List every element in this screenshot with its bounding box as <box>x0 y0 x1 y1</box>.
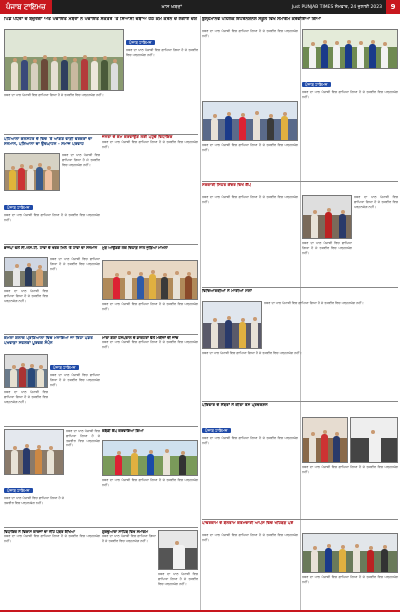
article-body: ਖ਼ਬਰ ਦਾ ਪਾਠ ਪੰਜਾਬੀ ਵਿਚ ਛਾਪਿਆ ਗਿਆ ਹੈ ਜੋ ਤਸਵੀਰ ਵਿਚ ਪੜ੍ਹਨਯੋਗ ਨਹੀਂ। <box>302 241 352 255</box>
article-text <box>102 530 156 608</box>
news-photo-school-event <box>202 101 298 141</box>
headline-a12: ਸਰਕਾਰੀ ਸਿਹਤ ਕੇਂਦਰ ਵਿਖੇ ਕੈਂਪ <box>202 183 251 187</box>
date-line: Just PUNJAB TIMES ਸੋਮਵਾਰ, 24 ਜੁਲਾਈ 2023 <box>291 5 382 10</box>
article-text <box>264 301 398 349</box>
headline-a14: ਪਰਿਵਾਰ ਦੇ ਮੈਂਬਰਾਂ ਨੇ ਕੀਤਾ ਰੋਸ ਪ੍ਰਦਰਸ਼ਨ <box>202 403 268 407</box>
article-text <box>4 477 64 525</box>
headline-a7: ਬੁਲ੍ਹਮਾਨਵ ਪਹਿਲਕ ਇੰਟਰਨੈਸ਼ਨਲ ਸਕੂਲ ਵਿਖੇ ਸਮਾਗਮ ਕਰਵਾਇਆ ਗਿਆ <box>202 17 321 22</box>
article-text <box>50 257 100 331</box>
section-divider <box>4 244 198 245</box>
article-body: ਖ਼ਬਰ ਦਾ ਪਾਠ ਪੰਜਾਬੀ ਵਿਚ ਛਾਪਿਆ ਗਿਆ ਹੈ ਜੋ ਤਸਵੀਰ ਵਿਚ ਪੜ੍ਹਨਯੋਗ ਨਹੀਂ। <box>202 351 302 355</box>
brand-tag: ਪੰਜਾਬ ਟਾਇਮਜ਼ <box>4 488 33 493</box>
article-body: ਖ਼ਬਰ ਦਾ ਪਾਠ ਪੰਜਾਬੀ ਵਿਚ ਛਾਪਿਆ ਗਿਆ ਹੈ ਜੋ ਤਸਵੀਰ ਵਿਚ ਪੜ੍ਹਨਯੋਗ ਨਹੀਂ। <box>126 48 198 57</box>
article-text <box>202 29 298 99</box>
article-text <box>202 195 298 285</box>
headline-a6: ਕਮਲਾ ਗਲਾਕ ਪ੍ਰਣਿਆਲਾ ਵਿਚ ਮਨਾਇਆ ਜਾ ਰਿਹਾ ਪੰਡਤ ਪਖਵਾੜਾ ਸਫਲਤਾ ਪੂਰਵਕ ਸੰਪੰਨ <box>4 336 93 345</box>
news-photo-students <box>302 29 398 69</box>
article-text <box>102 478 198 525</box>
headline-a1: ਪਿੰਡ ਪੱਧਰਾਂ ਦੇ ਬਜ਼ੁਰਗਾਂ ਅਤੇ ਪੰਚਾਇਤ ਮੈਂਬਰਾਂ ਨੇ ਪੰਚਾਇਤ ਸਕੱਤਰ 'ਤੇ ਸਿਆਸੀ ਦਬਾਅ ਹੇਠ ਕੰਮ ਕਰਨ ਦੇ ਲਗਾਏ ਦੋਸ਼ <box>4 17 198 22</box>
article-text <box>302 241 352 285</box>
article-body: ਖ਼ਬਰ ਦਾ ਪਾਠ ਪੰਜਾਬੀ ਵਿਚ ਛਾਪਿਆ ਗਿਆ ਹੈ ਜੋ ਤਸਵੀਰ ਵਿਚ ਪੜ੍ਹਨਯੋਗ ਨਹੀਂ। <box>4 213 100 222</box>
news-photo-portrait <box>350 417 398 463</box>
article-text <box>202 143 298 179</box>
article-body: ਖ਼ਬਰ ਦਾ ਪਾਠ ਪੰਜਾਬੀ ਵਿਚ ਛਾਪਿਆ ਗਿਆ ਹੈ ਜੋ ਤਸਵੀਰ ਵਿਚ ਪੜ੍ਹਨਯੋਗ ਨਹੀਂ। <box>302 90 398 99</box>
brand-tag: ਪੰਜਾਬ ਟਾਇਮਜ਼ <box>126 40 155 45</box>
brand-logo: ਪੰਜਾਬ ਟਾਇਮਜ਼ <box>0 0 52 14</box>
headline-a2: ਪਟਿਆਲਾ ਕਲਸਟਰ ਦੇ ਵਿਚ 'ਤੇ ਆਂਗਣ ਵਾੜੀ ਵਰਕਰਾਂ ਦਾ ਸਨਮਾਨ, ਪਸ਼ਿਆਨਾ ਦਾ ਉਦਘਾਟਨ - ਸਮਾਜ ਪਰਵਾਹ <box>4 137 93 146</box>
article-body: ਖ਼ਬਰ ਦਾ ਪਾਠ ਪੰਜਾਬੀ ਵਿਚ ਛਾਪਿਆ ਗਿਆ ਹੈ ਜੋ ਤਸਵੀਰ ਵਿਚ ਪੜ੍ਹਨਯੋਗ ਨਹੀਂ। <box>66 429 100 448</box>
article-body: ਖ਼ਬਰ ਦਾ ਪਾਠ ਪੰਜਾਬੀ ਵਿਚ ਛਾਪਿਆ ਗਿਆ ਹੈ ਜੋ ਤਸਵੀਰ ਵਿਚ ਪੜ੍ਹਨਯੋਗ ਨਹੀਂ। <box>102 139 198 149</box>
article-body: ਖ਼ਬਰ ਦਾ ਪਾਠ ਪੰਜਾਬੀ ਵਿਚ ਛਾਪਿਆ ਗਿਆ ਹੈ ਜੋ ਤਸਵੀਰ ਵਿਚ ਪੜ੍ਹਨਯੋਗ ਨਹੀਂ। <box>202 29 298 38</box>
headline-a5: ਮੁੜ ਆਉਣਗੇ ਲੋਕ ਦਿਹਾੜ ਨਾਲ ਜੁੜਿਆ ਮਾਮਲਾ <box>102 246 168 250</box>
headline-a3: ਜਨਤਾ ਦੇ ਕੰਮ ਕਰਵਾਉਣ ਲਈ ਪਹੁੰਚੇ ਵਿਧਾਇਕ <box>102 135 173 139</box>
headline-a4: ਭਾਜਪਾ ਵਲੋਂ ਸੀ.ਐਸ.ਟੀ. ਟਾਵਾ ਦੇ ਖੇਤਰ ਮਿਲੇ 'ਤੇ ਟਾਵਾ ਦਾ ਸਨਮਾਨ <box>4 246 97 250</box>
article-body: ਖ਼ਬਰ ਦਾ ਪਾਠ ਪੰਜਾਬੀ ਵਿਚ ਛਾਪਿਆ ਗਿਆ ਹੈ ਜੋ ਤਸਵੀਰ ਵਿਚ ਪੜ੍ਹਨਯੋਗ ਨਹੀਂ। <box>4 534 100 544</box>
article-body: ਖ਼ਬਰ ਦਾ ਪਾਠ ਪੰਜਾਬੀ ਵਿਚ ਛਾਪਿਆ ਗਿਆ ਹੈ ਜੋ ਤਸਵੀਰ ਵਿਚ ਪੜ੍ਹਨਯੋਗ ਨਹੀਂ। <box>62 153 100 167</box>
article-body: ਖ਼ਬਰ ਦਾ ਪਾਠ ਪੰਜਾਬੀ ਵਿਚ ਛਾਪਿਆ ਗਿਆ ਹੈ ਜੋ ਤਸਵੀਰ ਵਿਚ ਪੜ੍ਹਨਯੋਗ ਨਹੀਂ। <box>50 257 100 271</box>
masthead <box>0 0 400 14</box>
news-photo-event <box>102 260 198 300</box>
article-text <box>202 533 298 608</box>
article-text <box>102 302 198 332</box>
article-text <box>4 194 100 242</box>
headline-a10: ਵਿਧਾਇਕ ਨੇ ਵਿਕਾਸ ਕਾਰਜਾਂ ਦਾ ਨੀਂਹ ਪੱਥਰ ਰੱਖਿਆ <box>4 530 75 534</box>
page-number: 9 <box>386 0 400 14</box>
newspaper-page <box>2 16 398 610</box>
article-text <box>202 417 298 517</box>
article-text <box>302 465 398 517</box>
article-text <box>4 530 100 608</box>
article-body: ਖ਼ਬਰ ਦਾ ਪਾਠ ਪੰਜਾਬੀ ਵਿਚ ਛਾਪਿਆ ਗਿਆ ਹੈ ਜੋ ਤਸਵੀਰ ਵਿਚ ਪੜ੍ਹਨਯੋਗ ਨਹੀਂ। <box>102 478 198 487</box>
section-divider <box>4 334 198 335</box>
brand-tag: ਪੰਜਾਬ ਟਾਇਮਜ਼ <box>202 428 231 433</box>
article-body: ਖ਼ਬਰ ਦਾ ਪਾਠ ਪੰਜਾਬੀ ਵਿਚ ਛਾਪਿਆ ਗਿਆ ਹੈ ਜੋ ਤਸਵੀਰ ਵਿਚ ਪੜ੍ਹਨਯੋਗ ਨਹੀਂ। <box>202 533 298 542</box>
column-divider <box>200 16 201 610</box>
article-body: ਖ਼ਬਰ ਦਾ ਪਾਠ ਪੰਜਾਬੀ ਵਿਚ ਛਾਪਿਆ ਗਿਆ ਹੈ ਜੋ ਤਸਵੀਰ ਵਿਚ ਪੜ੍ਹਨਯੋਗ ਨਹੀਂ। <box>4 93 104 97</box>
article-body: ਖ਼ਬਰ ਦਾ ਪਾਠ ਪੰਜਾਬੀ ਵਿਚ ਛਾਪਿਆ ਗਿਆ ਹੈ ਜੋ ਤਸਵੀਰ ਵਿਚ ਪੜ੍ਹਨਯੋਗ ਨਹੀਂ। <box>302 465 398 474</box>
article-body: ਖ਼ਬਰ ਦਾ ਪਾਠ ਪੰਜਾਬੀ ਵਿਚ ਛਾਪਿਆ ਗਿਆ ਹੈ ਜੋ ਤਸਵੀਰ ਵਿਚ ਪੜ੍ਹਨਯੋਗ ਨਹੀਂ। <box>102 340 198 350</box>
news-photo-protest <box>302 417 348 463</box>
news-photo-school <box>4 354 48 388</box>
news-photo-group <box>4 29 124 91</box>
article-body: ਖ਼ਬਰ ਦਾ ਪਾਠ ਪੰਜਾਬੀ ਵਿਚ ਛਾਪਿਆ ਗਿਆ ਹੈ ਜੋ ਤਸਵੀਰ ਵਿਚ ਪੜ੍ਹਨਯੋਗ ਨਹੀਂ। <box>202 436 298 445</box>
news-photo <box>4 429 64 475</box>
article-text <box>66 429 100 525</box>
brand-tag: ਪੰਜਾਬ ਟਾਇਮਜ਼ <box>50 365 79 370</box>
news-photo <box>4 257 48 287</box>
article-text <box>62 153 100 191</box>
section-divider <box>202 287 398 288</box>
headline-a9: ਕਬੱਡੀ ਕੱਪ ਕਰਵਾਇਆ ਗਿਆ <box>102 429 144 433</box>
brand-tag: ਪੰਜਾਬ ਟਾਇਮਜ਼ <box>4 205 33 210</box>
article-text <box>354 195 398 285</box>
article-text <box>102 246 198 258</box>
article-text <box>102 336 198 424</box>
news-photo <box>302 195 352 239</box>
article-text <box>202 351 398 399</box>
headline-a15: ਪਾਵਰਕਾਮ ਦੇ ਬੇਲਤਾਮ ਕਰਮਚਾਰੀ ਆਪਸ ਵਿਚ ਖਹਿਬੜ ਪਏ <box>202 521 294 525</box>
article-body: ਖ਼ਬਰ ਦਾ ਪਾਠ ਪੰਜਾਬੀ ਵਿਚ ਛਾਪਿਆ ਗਿਆ ਹੈ ਜੋ ਤਸਵੀਰ ਵਿਚ ਪੜ੍ਹਨਯੋਗ ਨਹੀਂ। <box>158 572 198 586</box>
headline-a8: ਮਾਤਾ ਗੰਗਾ ਹਸਪਤਾਲ ਦੇ ਡਾਕਟਰਾਂ ਵੱਲੋਂ ਮਰੀਜ਼ਾਂ ਦੀ ਜਾਂਚ <box>102 336 179 340</box>
article-body: ਖ਼ਬਰ ਦਾ ਪਾਠ ਪੰਜਾਬੀ ਵਿਚ ਛਾਪਿਆ ਗਿਆ ਹੈ ਜੋ ਤਸਵੀਰ ਵਿਚ ਪੜ੍ਹਨਯੋਗ ਨਹੀਂ। <box>4 496 64 505</box>
article-body: ਖ਼ਬਰ ਦਾ ਪਾਠ ਪੰਜਾਬੀ ਵਿਚ ਛਾਪਿਆ ਗਿਆ ਹੈ ਜੋ ਤਸਵੀਰ ਵਿਚ ਪੜ੍ਹਨਯੋਗ ਨਹੀਂ। <box>4 289 48 303</box>
article-text <box>158 572 198 608</box>
news-photo-group <box>302 533 398 573</box>
news-photo-kabaddi <box>102 440 198 476</box>
article-body: ਖ਼ਬਰ ਦਾ ਪਾਠ ਪੰਜਾਬੀ ਵਿਚ ਛਾਪਿਆ ਗਿਆ ਹੈ ਜੋ ਤਸਵੀਰ ਵਿਚ ਪੜ੍ਹਨਯੋਗ ਨਹੀਂ। <box>354 195 398 209</box>
article-text <box>302 71 398 179</box>
section-divider <box>202 181 398 182</box>
article-text <box>4 93 198 131</box>
headline-a11: ਗੁਰਦੁਆਰਾ ਸਾਹਿਬ ਵਿਖੇ ਸਮਾਗਮ <box>102 530 148 534</box>
section-title: ਖ਼ਾਸ ਖ਼ਬਰਾਂ <box>161 4 182 10</box>
article-body: ਖ਼ਬਰ ਦਾ ਪਾਠ ਪੰਜਾਬੀ ਵਿਚ ਛਾਪਿਆ ਗਿਆ ਹੈ ਜੋ ਤਸਵੀਰ ਵਿਚ ਪੜ੍ਹਨਯੋਗ ਨਹੀਂ। <box>102 302 198 311</box>
article-body: ਖ਼ਬਰ ਦਾ ਪਾਠ ਪੰਜਾਬੀ ਵਿਚ ਛਾਪਿਆ ਗਿਆ ਹੈ ਜੋ ਤਸਵੀਰ ਵਿਚ ਪੜ੍ਹਨਯੋਗ ਨਹੀਂ। <box>302 575 398 584</box>
news-photo <box>202 301 262 349</box>
article-text <box>50 354 100 424</box>
news-photo-portrait <box>158 530 198 570</box>
article-body: ਖ਼ਬਰ ਦਾ ਪਾਠ ਪੰਜਾਬੀ ਵਿਚ ਛਾਪਿਆ ਗਿਆ ਹੈ ਜੋ ਤਸਵੀਰ ਵਿਚ ਪੜ੍ਹਨਯੋਗ ਨਹੀਂ। <box>202 143 298 152</box>
article-text <box>126 29 198 91</box>
brand-tag: ਪੰਜਾਬ ਟਾਇਮਜ਼ <box>302 82 331 87</box>
article-body: ਖ਼ਬਰ ਦਾ ਪਾਠ ਪੰਜਾਬੀ ਵਿਚ ਛਾਪਿਆ ਗਿਆ ਹੈ ਜੋ ਤਸਵੀਰ ਵਿਚ ਪੜ੍ਹਨਯੋਗ ਨਹੀਂ। <box>102 534 156 544</box>
section-divider <box>4 527 198 528</box>
article-body: ਖ਼ਬਰ ਦਾ ਪਾਠ ਪੰਜਾਬੀ ਵਿਚ ਛਾਪਿਆ ਗਿਆ ਹੈ ਜੋ ਤਸਵੀਰ ਵਿਚ ਪੜ੍ਹਨਯੋਗ ਨਹੀਂ। <box>264 301 364 305</box>
article-text <box>302 575 398 608</box>
article-body: ਖ਼ਬਰ ਦਾ ਪਾਠ ਪੰਜਾਬੀ ਵਿਚ ਛਾਪਿਆ ਗਿਆ ਹੈ ਜੋ ਤਸਵੀਰ ਵਿਚ ਪੜ੍ਹਨਯੋਗ ਨਹੀਂ। <box>4 390 48 404</box>
news-photo-ceremony <box>4 153 60 191</box>
section-divider <box>4 426 198 427</box>
headline-a13: ਵਿਦਿਆਰਥੀਆਂ ਨੇ ਮਾਰੀਆਂ ਮੱਲਾਂ <box>202 289 252 293</box>
article-body: ਖ਼ਬਰ ਦਾ ਪਾਠ ਪੰਜਾਬੀ ਵਿਚ ਛਾਪਿਆ ਗਿਆ ਹੈ ਜੋ ਤਸਵੀਰ ਵਿਚ ਪੜ੍ਹਨਯੋਗ ਨਹੀਂ। <box>202 195 298 204</box>
article-body: ਖ਼ਬਰ ਦਾ ਪਾਠ ਪੰਜਾਬੀ ਵਿਚ ਛਾਪਿਆ ਗਿਆ ਹੈ ਜੋ ਤਸਵੀਰ ਵਿਚ ਪੜ੍ਹਨਯੋਗ ਨਹੀਂ। <box>50 373 100 387</box>
article-text <box>4 289 48 331</box>
section-divider <box>202 401 398 402</box>
article-text <box>102 135 198 241</box>
section-divider <box>202 519 398 520</box>
article-text <box>4 390 48 424</box>
